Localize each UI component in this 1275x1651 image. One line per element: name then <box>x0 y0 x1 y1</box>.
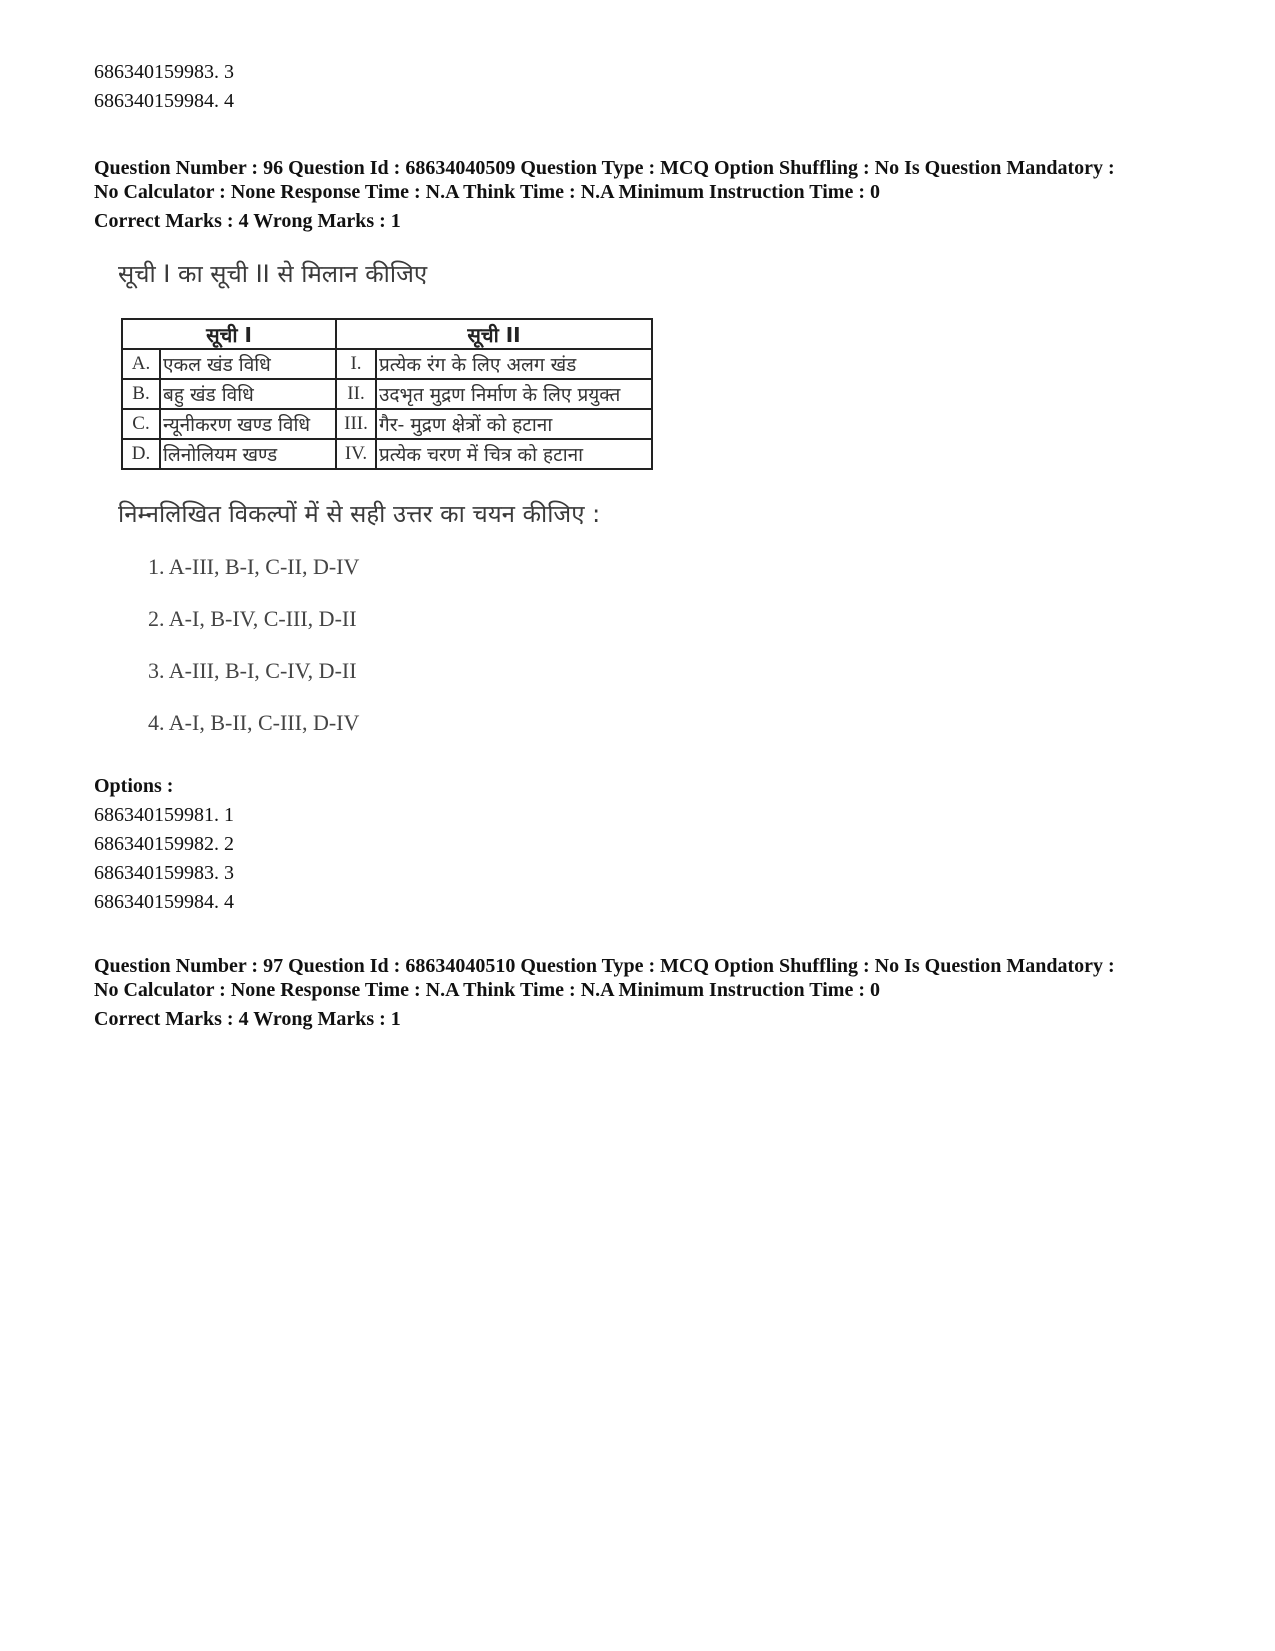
list2-header: सूची II <box>336 319 652 349</box>
table-row <box>122 439 652 469</box>
row-numeral: III. <box>336 409 376 439</box>
list1-item: न्यूनीकरण खण्ड विधि <box>160 409 336 439</box>
q96-options-label: Options : <box>94 775 174 797</box>
q96-option-3: 686340159983. 3 <box>94 862 234 884</box>
list1-item: लिनोलियम खण्ड <box>160 439 336 469</box>
q96-header-line2: No Calculator : None Response Time : N.A Think Time : N.A Minimum Instruction Time : 0 <box>94 181 880 203</box>
q97-header-line2: No Calculator : None Response Time : N.A Think Time : N.A Minimum Instruction Time : 0 <box>94 979 880 1001</box>
list1-item: बहु खंड विधि <box>160 379 336 409</box>
row-key: C. <box>122 409 160 439</box>
row-numeral: I. <box>336 349 376 379</box>
row-key: A. <box>122 349 160 379</box>
match-table <box>121 318 653 470</box>
list1-item: एकल खंड विधि <box>160 349 336 379</box>
table-row <box>122 379 652 409</box>
q96-header-line1: Question Number : 96 Question Id : 68634040509 Question Type : MCQ Option Shuffling : No Is Question Mandatory : <box>94 157 1115 179</box>
list2-item: प्रत्येक चरण में चित्र को हटाना <box>376 439 652 469</box>
table-row <box>122 349 652 379</box>
match-table-header-row <box>122 319 652 349</box>
row-numeral: II. <box>336 379 376 409</box>
q97-header-line1: Question Number : 97 Question Id : 68634040510 Question Type : MCQ Option Shuffling : No Is Question Mandatory : <box>94 955 1115 977</box>
prev-option-3: 686340159983. 3 <box>94 61 234 83</box>
list1-header: सूची I <box>122 319 336 349</box>
choice-2: 2. A-I, B-IV, C-III, D-II <box>148 606 357 631</box>
choice-1: 1. A-III, B-I, C-II, D-IV <box>148 554 360 579</box>
q96-prompt: सूची I का सूची II से मिलान कीजिए <box>118 260 428 288</box>
list2-item: प्रत्येक रंग के लिए अलग खंड <box>376 349 652 379</box>
q96-option-2: 686340159982. 2 <box>94 833 234 855</box>
row-numeral: IV. <box>336 439 376 469</box>
q96-marks: Correct Marks : 4 Wrong Marks : 1 <box>94 210 401 232</box>
row-key: B. <box>122 379 160 409</box>
q96-instruction: निम्नलिखित विकल्पों में से सही उत्तर का चयन कीजिए : <box>118 500 601 528</box>
list2-item: गैर- मुद्रण क्षेत्रों को हटाना <box>376 409 652 439</box>
prev-option-4: 686340159984. 4 <box>94 90 234 112</box>
q96-option-4: 686340159984. 4 <box>94 891 234 913</box>
q97-marks: Correct Marks : 4 Wrong Marks : 1 <box>94 1008 401 1030</box>
choice-4: 4. A-I, B-II, C-III, D-IV <box>148 710 360 735</box>
q96-option-1: 686340159981. 1 <box>94 804 234 826</box>
choice-3: 3. A-III, B-I, C-IV, D-II <box>148 658 357 683</box>
table-row <box>122 409 652 439</box>
list2-item: उदभृत मुद्रण निर्माण के लिए प्रयुक्त <box>376 379 652 409</box>
row-key: D. <box>122 439 160 469</box>
